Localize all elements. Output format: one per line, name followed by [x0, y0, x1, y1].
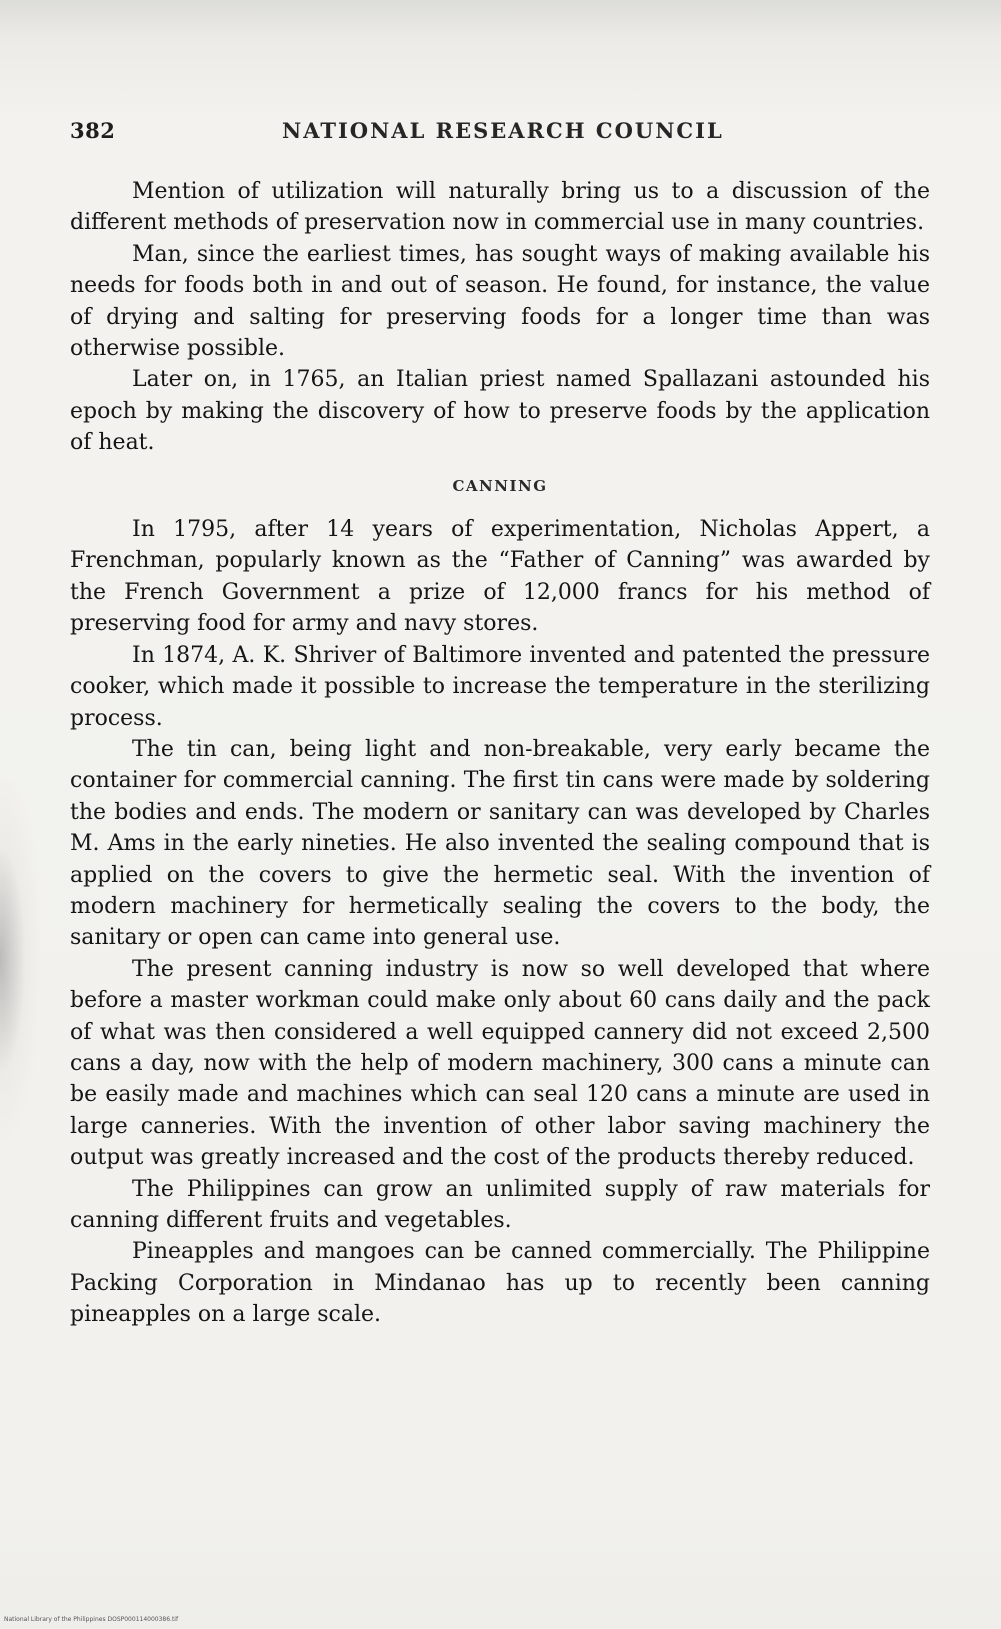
paragraph-philippines-raw-materials: The Philippines can grow an unlimited supply of raw materials for canning different fruits and vegetables. — [70, 1176, 930, 1233]
body-text — [70, 176, 930, 1331]
page-number: 382 — [70, 118, 116, 143]
paragraph-spallazani: Later on, in 1765, an Italian priest named Spallazani astounded his epoch by making the discovery of how to preserve foods by the application of heat. — [70, 367, 930, 456]
paragraph-pineapples-mangoes: Pineapples and mangoes can be canned commercially. The Philippine Packing Corporation in Mindanao has up to recently been canning pineapples on a large scale. — [70, 1239, 930, 1328]
paragraph-appert: In 1795, after 14 years of experimentation, Nicholas Appert, a Frenchman, popularly known as the “Father of Canning” was awarded by the French Government a prize of 12,000 francs for his method of preserving food for army and navy stores. — [70, 517, 930, 637]
paragraph-utilization: Mention of utilization will naturally bring us to a discussion of the different methods of preservation now in commercial use in many countries. — [70, 179, 930, 236]
section-heading-canning: CANNING — [452, 476, 548, 495]
binding-edge-shadow — [0, 780, 40, 1140]
paragraph-tin-can: The tin can, being light and non-breakable, very early became the container for commercial canning. The first tin cans were made by soldering the bodies and ends. The modern or sanitary can was developed by Charles M. Ams in the early nineties. He also invented the sealing compound that is applied on the covers to give the hermetic seal. With the invention of modern machinery for hermetically sealing the covers to the body, the sanitary or open can came into general use. — [70, 736, 930, 951]
page-header — [70, 118, 930, 158]
running-title: NATIONAL RESEARCH COUNCIL — [282, 118, 724, 143]
paragraph-earliest-times: Man, since the earliest times, has sought ways of making available his needs for foods both in and out of season. He found, for instance, the value of drying and salting for preserving foods for a longer time than was otherwise possible. — [70, 241, 930, 362]
paragraph-shriver: In 1874, A. K. Shriver of Baltimore invented and patented the pressure cooker, which made it possible to increase the temperature in the sterilizing process. — [70, 642, 930, 731]
paragraph-present-industry: The present canning industry is now so well developed that where before a master workman could make only about 60 cans daily and the pack of what was then considered a well equipped cannery did not exceed 2,500 cans a day, now with the help of modern machinery, 300 cans a minute can be easily made and machines which can seal 120 cans a minute are used in large canneries. With the invention of other labor saving machinery the output was greatly increased and the cost of the products thereby reduced. — [70, 956, 930, 1171]
scan-footer-caption: National Library of the Philippines DOSP000114000386.tif — [4, 1616, 179, 1623]
